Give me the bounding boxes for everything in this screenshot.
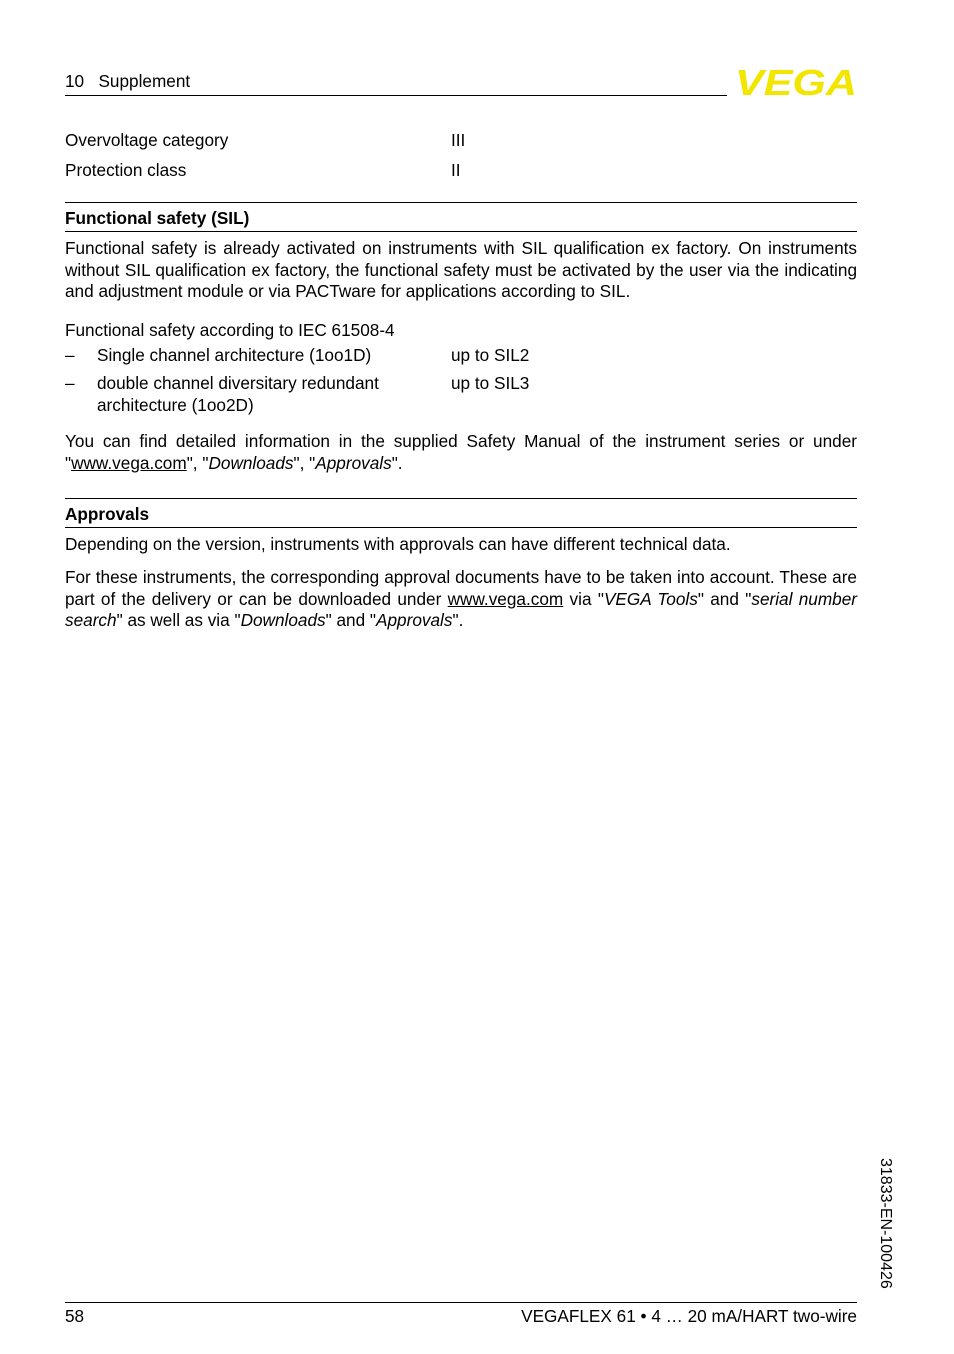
approvals-text: ". xyxy=(452,610,464,630)
functional-safety-intro: Functional safety is already activated on instruments with SIL qualification ex factory. On instruments without SIL qualification ex factory, the functional safety must be activated by the user via the indicating and adjustment module or via PACTware for applications according to SIL. xyxy=(65,238,857,301)
section-title-approvals: Approvals xyxy=(65,504,150,524)
document-code: 31833-EN-100426 xyxy=(877,1158,894,1289)
section-rule-bottom xyxy=(65,527,857,528)
downloads-ref: Downloads xyxy=(208,452,294,473)
functional-safety-info xyxy=(65,431,857,474)
approvals-ref: Approvals xyxy=(376,610,453,630)
sil-item-label: double channel diversitary redundant architecture (1oo2D) xyxy=(97,373,379,415)
header-rule xyxy=(65,95,727,96)
sil-item-value: up to SIL2 xyxy=(451,345,530,365)
section-rule-bottom xyxy=(65,231,857,232)
spec-value: II xyxy=(451,160,461,180)
vega-tools-ref: VEGA Tools xyxy=(603,588,698,609)
running-header xyxy=(65,71,190,93)
dash-marker: – xyxy=(65,373,75,393)
approvals-text: via " xyxy=(563,588,604,609)
section-number: 10 xyxy=(65,71,85,91)
page-number: 58 xyxy=(65,1306,85,1326)
info-text: ", " xyxy=(293,452,316,473)
vega-website-link[interactable]: www.vega.com xyxy=(71,452,187,473)
section-rule-top xyxy=(65,498,857,499)
approvals-text: For these instruments, the corresponding approval documents have to be taken into account. These are part of the delivery or can be downloaded under xyxy=(65,567,857,609)
logo-text: VEGA xyxy=(735,66,857,98)
spec-value: III xyxy=(451,130,466,150)
dash-marker: – xyxy=(65,345,75,365)
approvals-para-2 xyxy=(65,567,857,632)
functional-safety-according: Functional safety according to IEC 61508-4 xyxy=(65,320,395,340)
spec-label: Overvoltage category xyxy=(65,130,229,150)
info-text: You can find detailed information in the supplied Safety Manual of the instrument series or under " xyxy=(65,431,857,473)
serial-number-search-ref: serial number search xyxy=(65,588,858,630)
footer-rule xyxy=(65,1302,857,1303)
section-title: Supplement xyxy=(98,71,191,91)
approvals-para-1: Depending on the version, instruments with approvals can have different technical data. xyxy=(65,534,731,554)
vega-website-link[interactable]: www.vega.com xyxy=(447,588,564,609)
info-text: ", " xyxy=(186,452,209,473)
section-rule-top xyxy=(65,202,857,203)
spec-label: Protection class xyxy=(65,160,187,180)
approvals-text: " and " xyxy=(697,588,752,609)
section-title-functional-safety: Functional safety (SIL) xyxy=(65,208,250,228)
approvals-text: " and " xyxy=(325,610,377,630)
vega-logo xyxy=(734,66,858,98)
downloads-ref: Downloads xyxy=(240,610,326,630)
document-title: VEGAFLEX 61 • 4 … 20 mA/HART two-wire xyxy=(521,1306,857,1326)
sil-item-label: Single channel architecture (1oo1D) xyxy=(97,345,372,365)
approvals-text: " as well as via " xyxy=(116,610,241,630)
approvals-ref: Approvals xyxy=(315,452,392,473)
info-text: ". xyxy=(391,452,403,473)
sil-item-value: up to SIL3 xyxy=(451,373,530,393)
